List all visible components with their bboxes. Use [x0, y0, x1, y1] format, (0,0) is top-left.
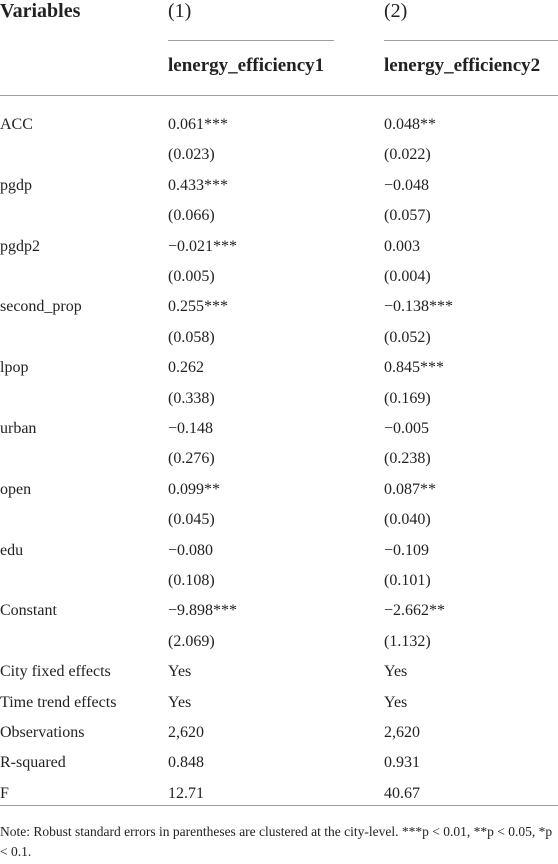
column-2-value: 0.931	[384, 754, 420, 772]
table-row	[0, 602, 558, 632]
column-1-value: −0.080	[168, 541, 214, 559]
row-label: ACC	[0, 116, 33, 133]
column-1-value: −0.021***	[168, 237, 238, 255]
row-label: edu	[0, 541, 24, 559]
column-1-value: Yes	[168, 693, 192, 711]
row-label: open	[0, 480, 32, 498]
header-row	[0, 0, 558, 30]
table-row	[0, 481, 558, 511]
row-label: second_prop	[0, 298, 82, 316]
row-label: Observations	[0, 724, 85, 741]
column-2-value: −0.005	[384, 420, 430, 437]
column-2-value: Yes	[384, 693, 408, 711]
column-2-value: 40.67	[384, 784, 420, 802]
row-label: R-squared	[0, 754, 66, 772]
table-row	[0, 116, 558, 146]
row-label: Time trend effects	[0, 693, 117, 711]
table-row	[0, 207, 558, 237]
table-row	[0, 420, 558, 450]
column-2-value: (0.238)	[384, 450, 431, 468]
column-1-value: (0.005)	[168, 268, 215, 285]
row-label: Constant	[0, 602, 57, 620]
table-row	[0, 663, 558, 693]
column-1-value: −9.898***	[168, 602, 238, 620]
column-1-value: (0.338)	[168, 389, 215, 407]
column-2-value: (0.022)	[384, 146, 431, 164]
column-1-value: 2,620	[168, 724, 204, 741]
column-2-header: (2)	[384, 0, 408, 22]
column-1-value: 12.71	[168, 784, 204, 802]
column-2-value: 0.087**	[384, 480, 436, 498]
column-1-value: (0.023)	[168, 146, 215, 164]
table-row	[0, 450, 558, 480]
column-1-value: (2.069)	[168, 632, 215, 650]
column-1-value: (0.108)	[168, 572, 215, 589]
table-row	[0, 146, 558, 176]
row-label: F	[0, 784, 9, 802]
column-1-value: 0.061***	[168, 116, 228, 133]
table-row	[0, 268, 558, 298]
column-1-value: 0.262	[168, 359, 204, 377]
column-2-value: −0.109	[384, 541, 430, 559]
column-2-rule	[384, 40, 558, 41]
column-2-value: (0.004)	[384, 268, 431, 285]
column-2-value: 0.845***	[384, 359, 444, 377]
column-2-value: −2.662**	[384, 602, 446, 620]
column-1-value: 0.099**	[168, 480, 220, 498]
column-1-header: (1)	[168, 0, 192, 22]
table-row	[0, 542, 558, 572]
table-row	[0, 511, 558, 541]
column-2-value: Yes	[384, 663, 408, 681]
column-2-value: (0.057)	[384, 207, 431, 225]
column-2-value: (1.132)	[384, 632, 431, 650]
dependent-variable-1: lenergy_efficiency1	[168, 55, 325, 76]
table-row	[0, 724, 558, 754]
column-2-value: (0.040)	[384, 511, 431, 529]
column-1-value: 0.848	[168, 754, 204, 772]
column-2-value: (0.052)	[384, 328, 431, 346]
row-label: pgdp	[0, 176, 32, 194]
table-row	[0, 238, 558, 268]
row-label: City fixed effects	[0, 663, 111, 681]
column-1-value: (0.058)	[168, 328, 215, 346]
column-2-value: (0.101)	[384, 572, 431, 589]
table-row	[0, 298, 558, 328]
table-row	[0, 785, 558, 815]
column-2-value: 0.003	[384, 237, 420, 255]
row-label: pgdp2	[0, 237, 40, 255]
table-row	[0, 177, 558, 207]
column-2-value: −0.048	[384, 176, 430, 194]
column-1-rule	[168, 40, 334, 41]
column-1-value: (0.276)	[168, 450, 215, 468]
column-1-value: 0.433***	[168, 176, 228, 194]
footer-divider	[0, 805, 558, 806]
column-1-value: −0.148	[168, 420, 214, 437]
column-1-value: (0.066)	[168, 207, 215, 225]
dependent-variable-2: lenergy_efficiency2	[384, 55, 541, 76]
header-divider	[0, 95, 558, 96]
table-row	[0, 359, 558, 389]
column-1-value: Yes	[168, 663, 192, 681]
table-row	[0, 329, 558, 359]
column-1-value: 0.255***	[168, 298, 228, 316]
table-row	[0, 633, 558, 663]
row-label: lpop	[0, 359, 29, 377]
column-2-value: 0.048**	[384, 116, 436, 133]
table-row	[0, 572, 558, 602]
column-2-value: 2,620	[384, 724, 420, 741]
row-label: urban	[0, 420, 37, 437]
table-row	[0, 390, 558, 420]
table-row	[0, 694, 558, 724]
variables-header: Variables	[0, 0, 81, 22]
column-2-value: (0.169)	[384, 389, 431, 407]
table-row	[0, 754, 558, 784]
column-2-value: −0.138***	[384, 298, 454, 316]
table-note: Note: Robust standard errors in parentheses are clustered at the city-level. ***p < 0.01, **p < 0.05, *p < 0.1.	[0, 824, 553, 859]
column-1-value: (0.045)	[168, 511, 215, 529]
